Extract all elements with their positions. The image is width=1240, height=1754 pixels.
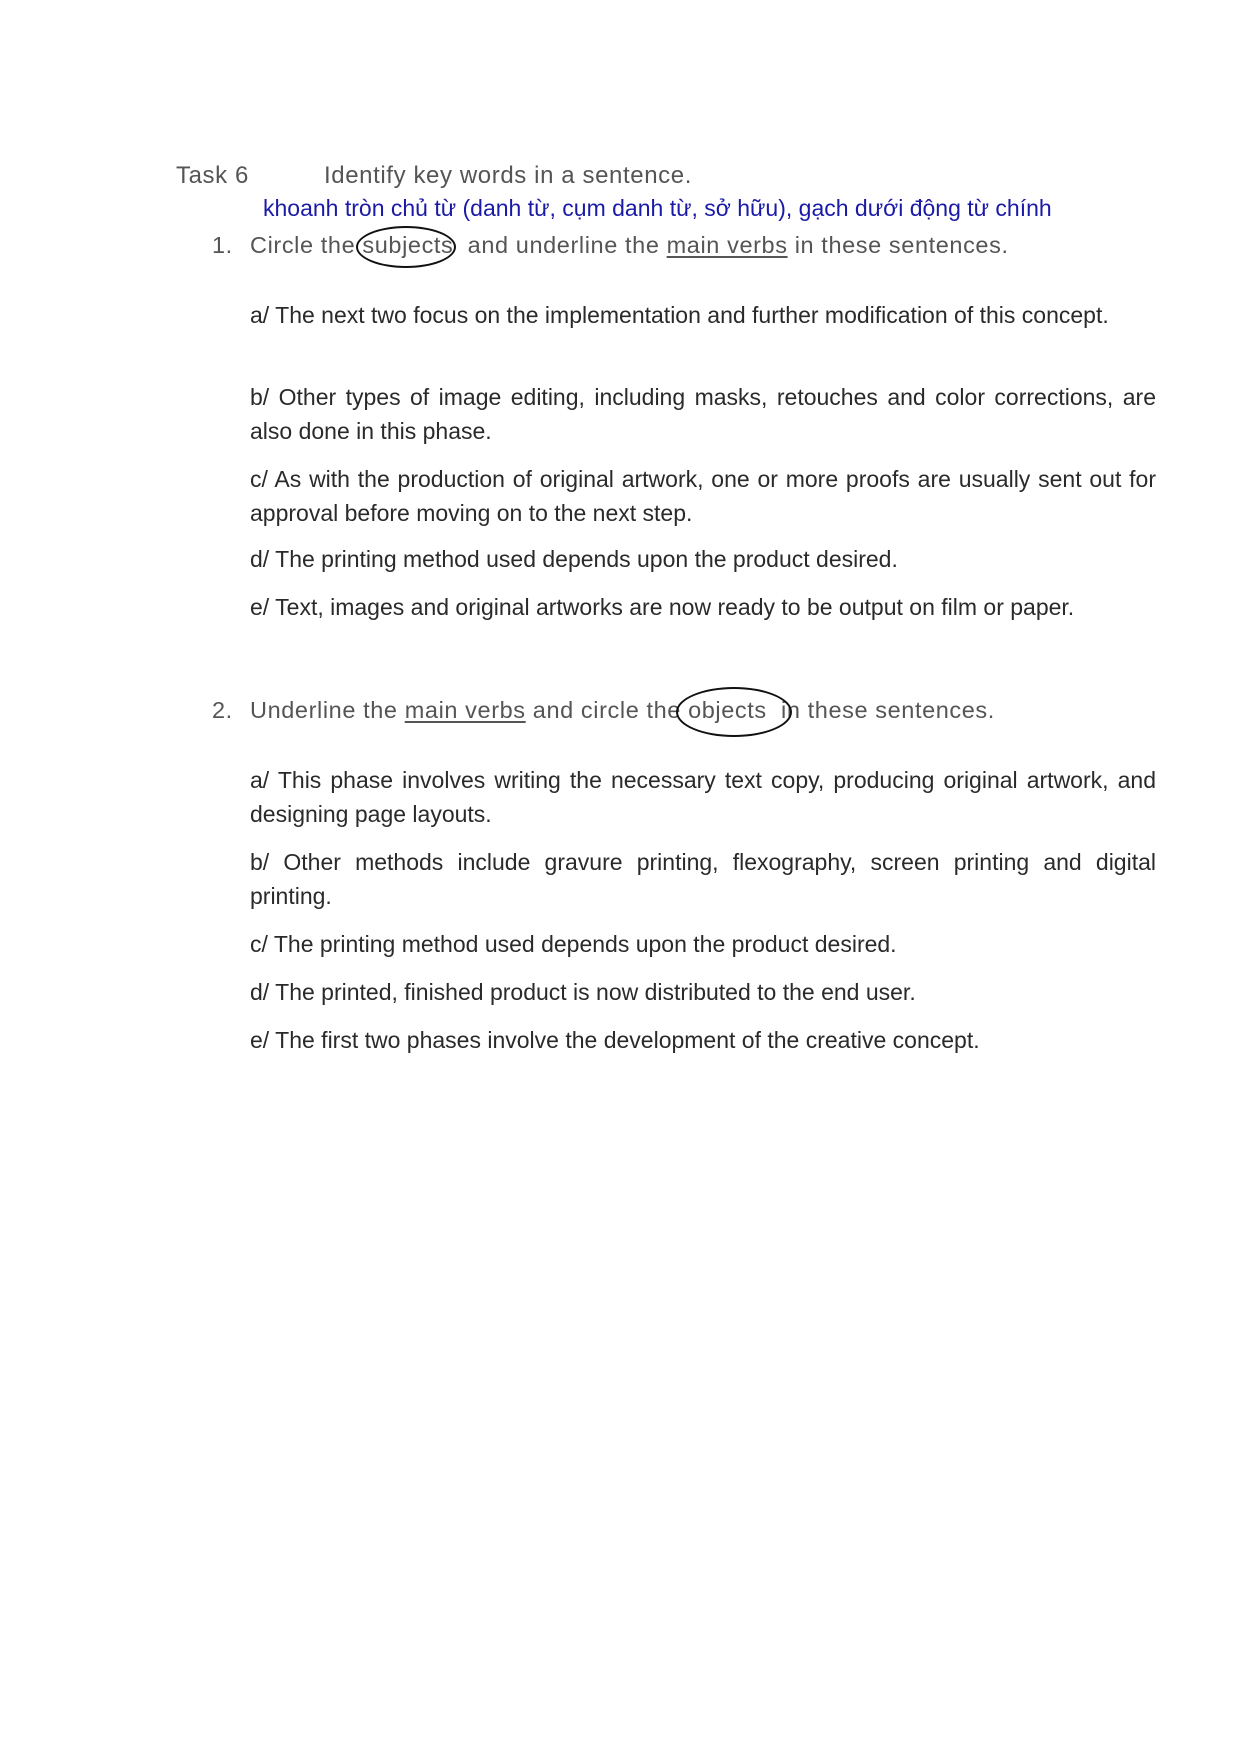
q1-text-mid: and underline the <box>453 232 667 258</box>
q1-sentence-e: e/ Text, images and original artworks are now ready to be output on film or paper. <box>250 594 1075 620</box>
q1-underlined-word: main verbs <box>666 232 788 258</box>
q1-text-post: in these sentences. <box>787 232 1009 258</box>
vietnamese-instruction: khoanh tròn chủ từ (danh từ, cụm danh từ, sở hữu), gạch dưới động từ chính <box>263 195 1052 221</box>
q1-sentence-a: a/ The next two focus on the implementation and further modification of this concept. <box>250 302 1109 328</box>
q1-sentence-b: b/ Other types of image editing, including masks, retouches and color corrections, are also done in this phase. <box>250 384 1156 444</box>
question-1-number: 1. <box>212 232 233 258</box>
q2-sentence-a: a/ This phase involves writing the necessary text copy, producing original artwork, and designing page layouts. <box>250 767 1156 827</box>
q2-sentence-d: d/ The printed, finished product is now distributed to the end user. <box>250 979 916 1005</box>
q2-text-pre: Underline the <box>250 697 405 723</box>
task-header <box>176 162 692 190</box>
q2-sentence-e: e/ The first two phases involve the development of the creative concept. <box>250 1027 980 1053</box>
q1-circled-word: subjects <box>362 232 453 259</box>
q2-sentence-b: b/ Other methods include gravure printing, flexography, screen printing and digital printing. <box>250 849 1156 909</box>
question-2-number: 2. <box>212 697 233 723</box>
q1-sentence-c: c/ As with the production of original artwork, one or more proofs are usually sent out for approval before moving on to the next step. <box>250 466 1156 526</box>
task-title: Identify key words in a sentence. <box>324 162 692 189</box>
question-1-instruction <box>212 232 1009 259</box>
q2-circled-word: objects <box>688 697 767 724</box>
q1-text-pre: Circle the <box>250 232 363 258</box>
q2-underlined-word: main verbs <box>404 697 526 723</box>
q1-sentence-d: d/ The printing method used depends upon the product desired. <box>250 546 898 572</box>
question-2-instruction <box>212 697 995 724</box>
q2-text-post: in these sentences. <box>766 697 995 723</box>
q2-text-mid: and circle the <box>525 697 689 723</box>
q2-sentence-c: c/ The printing method used depends upon the product desired. <box>250 931 897 957</box>
task-label: Task 6 <box>176 162 249 189</box>
